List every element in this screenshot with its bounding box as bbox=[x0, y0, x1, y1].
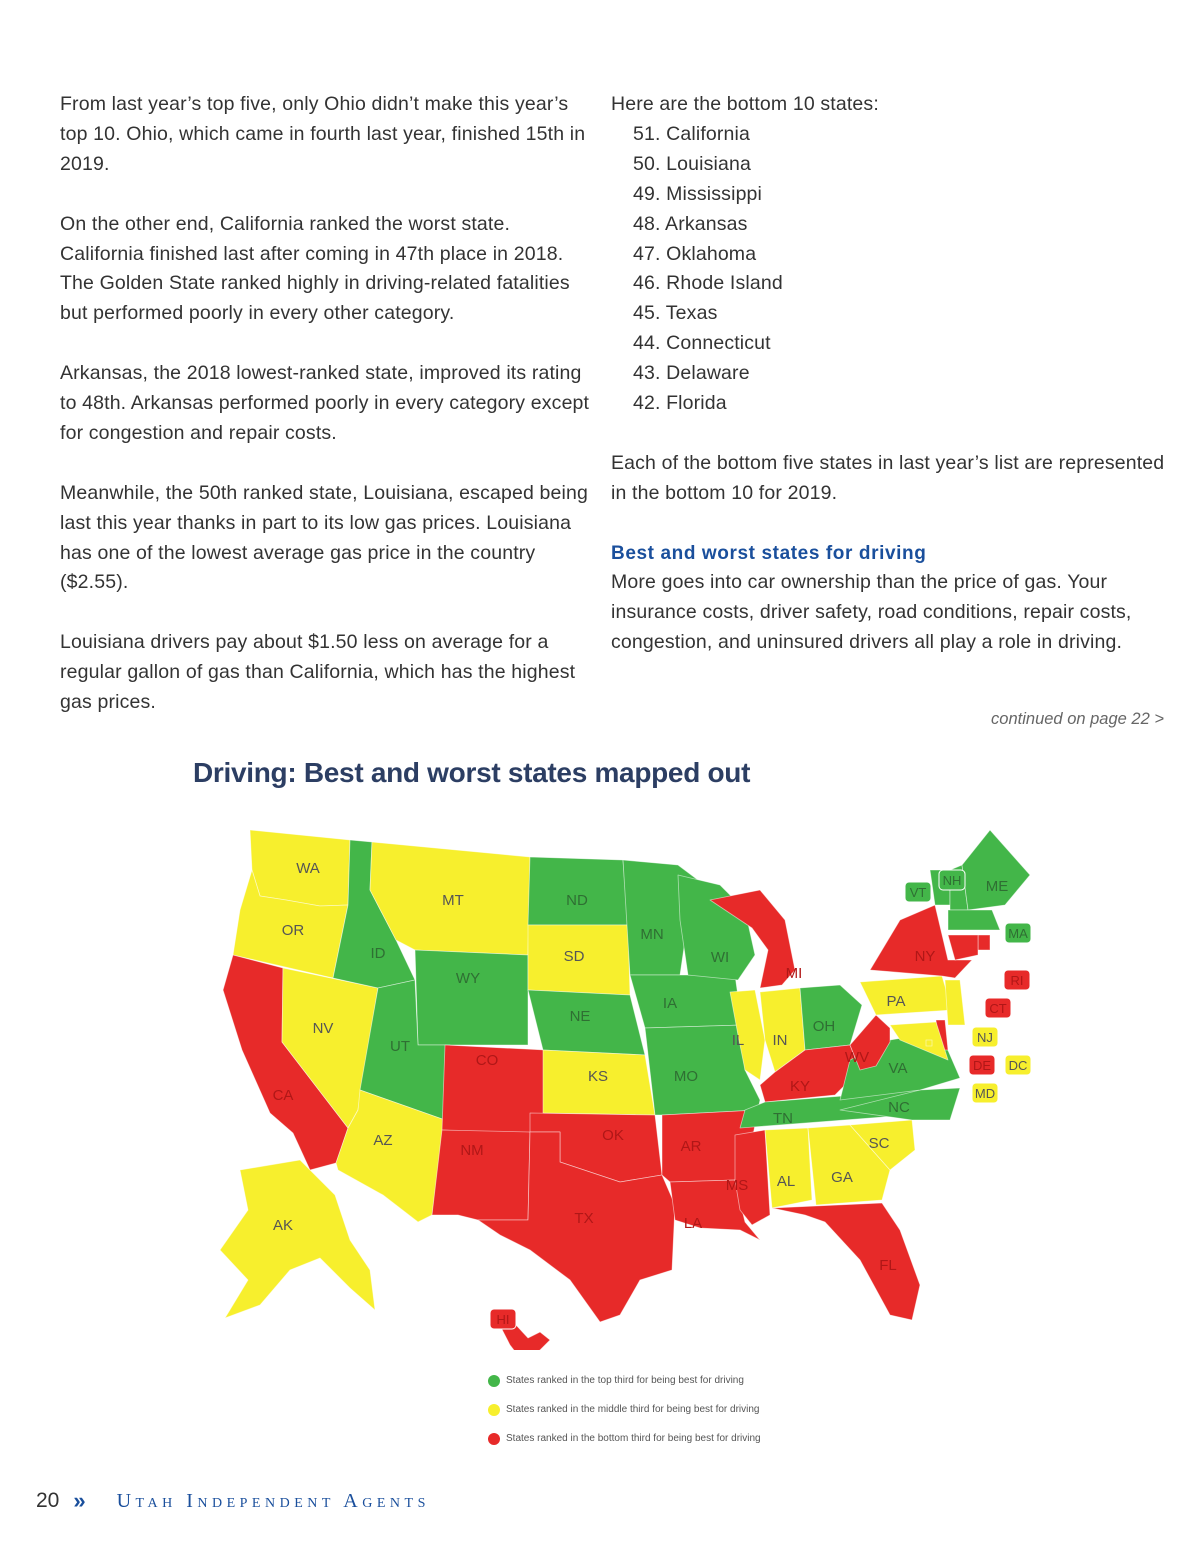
state-label-ok: OK bbox=[602, 1127, 624, 1144]
state-label-or: OR bbox=[281, 922, 305, 939]
state-label-il: IL bbox=[731, 1032, 745, 1049]
right-column bbox=[611, 90, 1171, 688]
state-nd bbox=[528, 857, 628, 925]
state-me bbox=[962, 830, 1030, 910]
list-item: 42. Florida bbox=[633, 392, 727, 415]
state-label-wy: WY bbox=[455, 970, 481, 987]
state-nj bbox=[945, 980, 965, 1025]
legend-dot-middle bbox=[488, 1404, 500, 1416]
paragraph-ohio: From last year’s top five, only Ohio didn’t make this year’s top 10. Ohio, which came in fourth last year, finished 15th in 2019. bbox=[60, 93, 586, 175]
state-label-va: VA bbox=[888, 1060, 908, 1077]
section-heading: Best and worst states for driving bbox=[611, 542, 927, 564]
state-label-oh: OH bbox=[812, 1018, 836, 1035]
state-label-nj: NJ bbox=[977, 1030, 993, 1045]
state-wy bbox=[415, 950, 528, 1045]
paragraph-car-ownership: More goes into car ownership than the price of gas. Your insurance costs, driver safety, road conditions, repair costs, congestion, and uninsured drivers all play a role in driving. bbox=[611, 571, 1132, 654]
state-label-md: MD bbox=[974, 1086, 996, 1101]
state-label-ut: UT bbox=[390, 1038, 410, 1055]
state-pa bbox=[860, 976, 952, 1015]
state-label-mn: MN bbox=[640, 926, 664, 943]
state-label-in: IN bbox=[772, 1032, 788, 1049]
list-item: 48. Arkansas bbox=[633, 212, 748, 235]
state-al bbox=[765, 1128, 812, 1208]
state-label-ga: GA bbox=[831, 1169, 853, 1186]
list-item: 46. Rhode Island bbox=[633, 272, 783, 295]
list-item: 49. Mississippi bbox=[633, 182, 763, 205]
paragraph-gas-prices: Louisiana drivers pay about $1.50 less on average for a regular gallon of gas than California, which has the highest gas prices. bbox=[60, 631, 576, 714]
bottom-ten-list bbox=[611, 120, 1171, 419]
state-label-dc: DC bbox=[1008, 1058, 1028, 1073]
state-label-wi: WI bbox=[710, 949, 730, 966]
state-ri bbox=[978, 935, 990, 950]
state-label-hi: HI bbox=[496, 1312, 510, 1327]
state-label-ak: AK bbox=[272, 1217, 294, 1234]
state-label-me: ME bbox=[985, 878, 1009, 895]
continued-link[interactable]: continued on page 22 > bbox=[991, 710, 1164, 728]
page-footer bbox=[36, 1488, 430, 1514]
state-label-vt: VT bbox=[909, 885, 927, 900]
state-label-ia: IA bbox=[662, 995, 678, 1012]
left-column bbox=[60, 90, 590, 748]
paragraph-california: On the other end, California ranked the worst state. California finished last after coming in 47th place in 2018. The Golden State ranked highly in driving-related fatalities but performed poorly in every other category. bbox=[60, 212, 570, 325]
list-item: 43. Delaware bbox=[633, 362, 750, 385]
state-label-sc: SC bbox=[868, 1135, 890, 1152]
legend-label-middle: States ranked in the middle third for being best for driving bbox=[506, 1404, 760, 1415]
state-label-wv: WV bbox=[844, 1049, 870, 1066]
state-label-de: DE bbox=[972, 1058, 992, 1073]
legend-dot-top bbox=[488, 1375, 500, 1387]
publication-name: Utah Independent Agents bbox=[116, 1489, 430, 1512]
list-item: 44. Connecticut bbox=[633, 332, 771, 355]
state-label-wa: WA bbox=[296, 860, 320, 877]
state-dc bbox=[926, 1040, 932, 1046]
state-label-nc: NC bbox=[888, 1099, 910, 1116]
state-label-ny: NY bbox=[914, 948, 936, 965]
legend-label-top: States ranked in the top third for being best for driving bbox=[506, 1375, 744, 1386]
state-label-az: AZ bbox=[373, 1132, 393, 1149]
state-ak bbox=[220, 1160, 375, 1318]
legend-dot-bottom bbox=[488, 1433, 500, 1445]
list-item: 47. Oklahoma bbox=[633, 242, 757, 265]
list-item: 51. California bbox=[633, 122, 750, 145]
state-label-tx: TX bbox=[574, 1210, 594, 1227]
legend-item-top bbox=[488, 1366, 761, 1395]
bottom-ten-intro: Here are the bottom 10 states: bbox=[611, 93, 879, 115]
state-label-ks: KS bbox=[587, 1068, 609, 1085]
state-label-mi: MI bbox=[785, 965, 803, 982]
page-number: 20 bbox=[36, 1489, 60, 1512]
paragraph-louisiana: Meanwhile, the 50th ranked state, Louisiana, escaped being last this year thanks in part to its low gas prices. Louisiana has one of the lowest average gas price in the country ($2.55). bbox=[60, 481, 588, 594]
state-label-ms: MS bbox=[725, 1177, 749, 1194]
list-item: 50. Louisiana bbox=[633, 152, 751, 175]
state-label-mt: MT bbox=[442, 892, 464, 909]
state-label-co: CO bbox=[475, 1052, 499, 1069]
state-label-ca: CA bbox=[272, 1087, 294, 1104]
state-label-nv: NV bbox=[312, 1020, 334, 1037]
legend-item-bottom bbox=[488, 1424, 761, 1453]
state-label-al: AL bbox=[776, 1173, 796, 1190]
state-label-ky: KY bbox=[789, 1078, 811, 1095]
state-fl bbox=[772, 1203, 920, 1320]
state-label-sd: SD bbox=[563, 948, 585, 965]
state-label-nh: NH bbox=[942, 873, 962, 888]
state-label-pa: PA bbox=[886, 993, 906, 1010]
list-item: 45. Texas bbox=[633, 302, 718, 325]
state-label-ar: AR bbox=[680, 1138, 702, 1155]
double-chevron-icon: » bbox=[73, 1488, 83, 1513]
state-label-nm: NM bbox=[460, 1142, 484, 1159]
paragraph-arkansas: Arkansas, the 2018 lowest-ranked state, improved its rating to 48th. Arkansas performed poorly in every category except for congestion and repair costs. bbox=[60, 362, 590, 444]
state-label-nd: ND bbox=[566, 892, 588, 909]
state-label-tn: TN bbox=[773, 1110, 793, 1127]
state-ct bbox=[948, 935, 978, 960]
paragraph-bottom-five: Each of the bottom five states in last year’s list are represented in the bottom 10 for 2019. bbox=[611, 451, 1165, 504]
us-states-map bbox=[200, 810, 1080, 1350]
legend-item-middle bbox=[488, 1395, 761, 1424]
state-label-la: LA bbox=[683, 1215, 703, 1232]
state-label-mo: MO bbox=[673, 1068, 699, 1085]
state-label-ne: NE bbox=[569, 1008, 591, 1025]
state-ia bbox=[630, 975, 742, 1028]
state-label-ri: RI bbox=[1010, 973, 1024, 988]
state-label-id: ID bbox=[370, 945, 386, 962]
map-legend bbox=[488, 1366, 761, 1453]
map-title: Driving: Best and worst states mapped out bbox=[193, 757, 751, 788]
state-label-fl: FL bbox=[879, 1257, 897, 1274]
state-label-ma: MA bbox=[1008, 926, 1028, 941]
state-ma bbox=[948, 910, 1000, 930]
legend-label-bottom: States ranked in the bottom third for being best for driving bbox=[506, 1433, 761, 1444]
state-label-ct: CT bbox=[989, 1001, 1007, 1016]
